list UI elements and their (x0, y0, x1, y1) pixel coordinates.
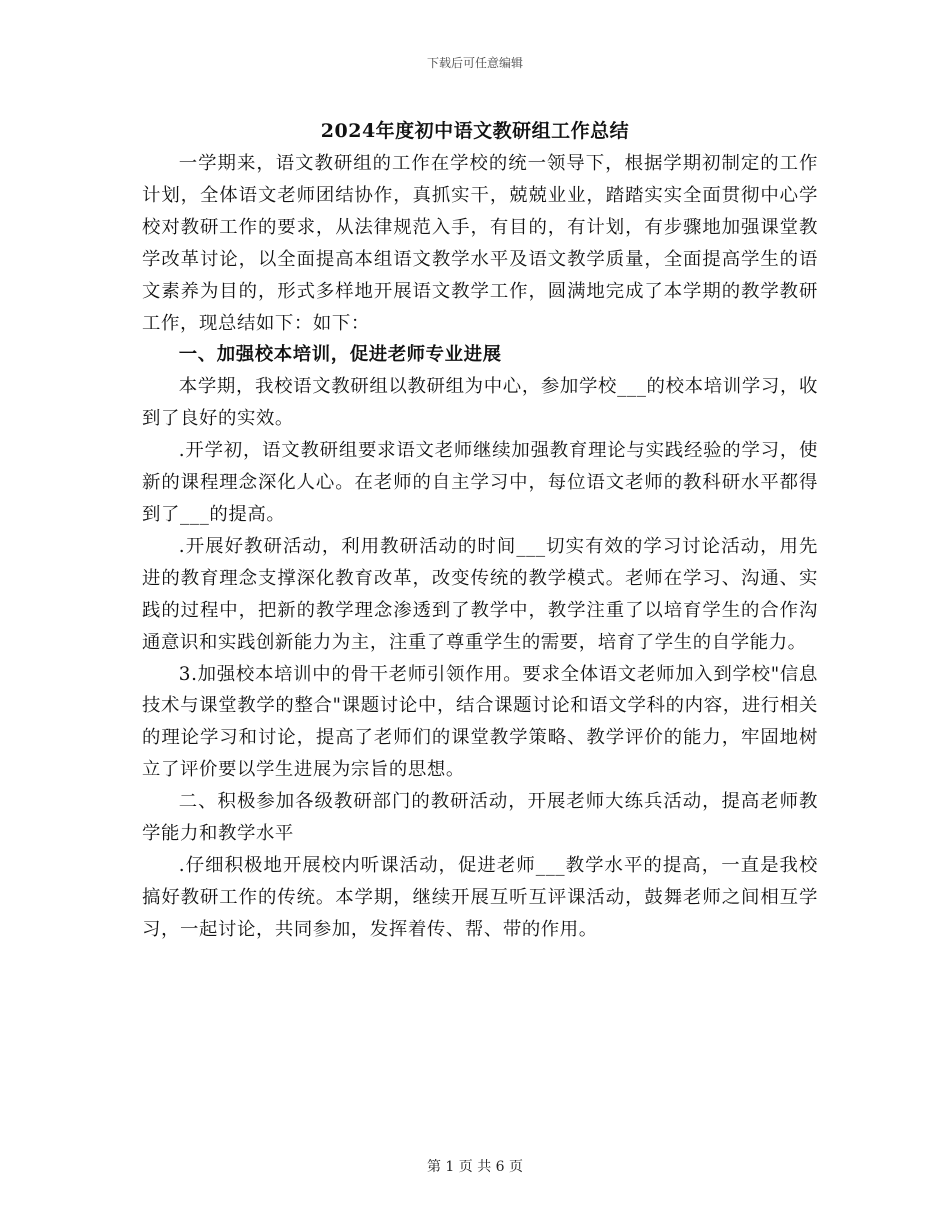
paragraph: 本学期，我校语文教研组以教研组为中心，参加学校___的校本培训学习，收到了良好的实效。 (142, 376, 818, 430)
paragraph: .仔细积极地开展校内听课活动，促进老师___教学水平的提高，一直是我校搞好教研工作的传统。本学期，继续开展互听互评课活动，鼓舞老师之间相互学习，一起讨论，共同参加，发挥着传、帮、带的作用。 (142, 854, 818, 940)
paragraph: .开展好教研活动，利用教研活动的时间___切实有效的学习讨论活动，用先进的教育理念支撑深化教育改革，改变传统的教学模式。老师在学习、沟通、实践的过程中，把新的教学理念渗透到了教学中，教学注重了以培育学生的合作沟通意识和实践创新能力为主，注重了尊重学生的需要，培育了学生的自学能力。 (142, 535, 818, 653)
section-heading-2: 二、积极参加各级教研部门的教研活动，开展老师大练兵活动，提高老师教学能力和教学水平 (142, 791, 818, 845)
paragraph: .开学初，语文教研组要求语文老师继续加强教育理论与实践经验的学习，使新的课程理念深化人心。在老师的自主学习中，每位语文老师的教科研水平都得到了___的提高。 (142, 440, 818, 525)
paragraph-intro: 一学期来，语文教研组的工作在学校的统一领导下，根据学期初制定的工作计划，全体语文老师团结协作，真抓实干，兢兢业业，踏踏实实全面贯彻中心学校对教研工作的要求，从法律规范入手，有目的，有计划，有步骤地加强课堂教学改革讨论，以全面提高本组语文教学水平及语文教学质量，全面提高学生的语文素养为目的，形式多样地开展语文教学工作，圆满地完成了本学期的教学教研工作，现总结如下：如下： (142, 153, 818, 334)
section-heading-1: 一、加强校本培训，促进老师专业进展 (178, 344, 502, 366)
paragraph: 3.加强校本培训中的骨干老师引领作用。要求全体语文老师加入到学校"信息技术与课堂教学的整合"课题讨论中，结合课题讨论和语文学科的内容，进行相关的理论学习和讨论，提高了老师们的课堂教学策略、教学评价的能力，牢固地树立了评价要以学生进展为宗旨的思想。 (142, 663, 818, 781)
page-number: 第 1 页 共 6 页 (426, 1159, 524, 1175)
header-note: 下载后可任意编辑 (426, 56, 523, 70)
document-body (142, 148, 818, 946)
document-title: 2024年度初中语文教研组工作总结 (320, 120, 630, 142)
